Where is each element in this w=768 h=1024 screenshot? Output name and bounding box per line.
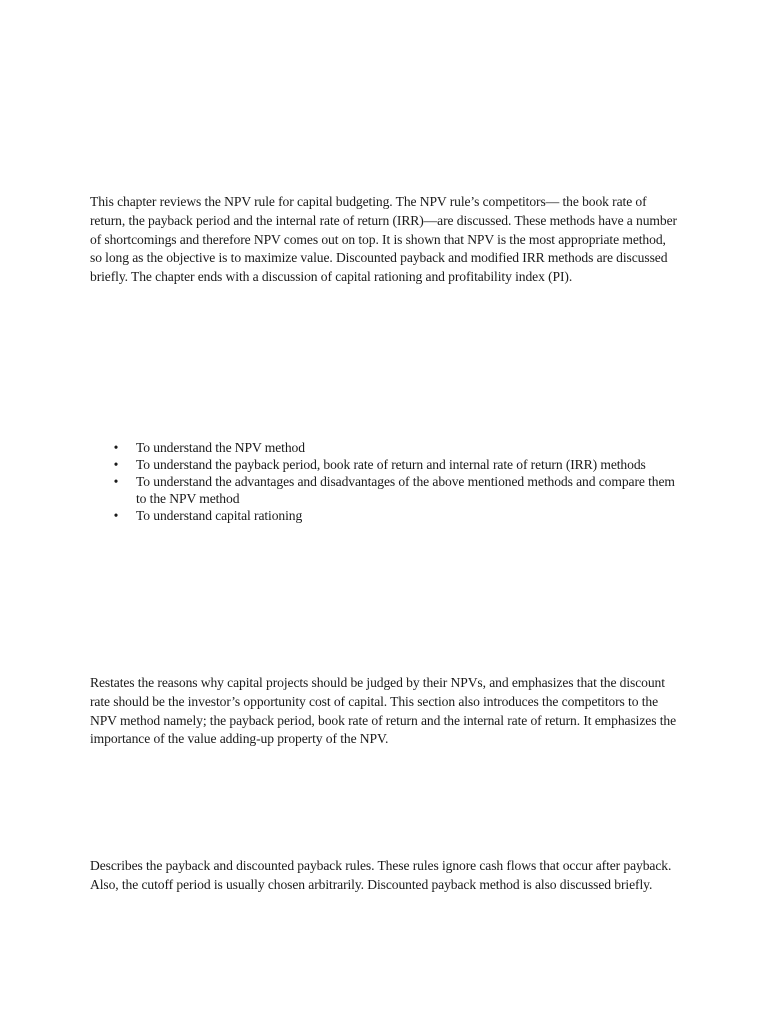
list-item-text: To understand the payback period, book rate of return and internal rate of return (IRR) methods (136, 457, 646, 472)
learning-objectives-list (90, 439, 680, 524)
section-summary-paragraph: Describes the payback and discounted payback rules. These rules ignore cash flows that occur after payback. Also, the cutoff period is usually chosen arbitrarily. Discounted payback method is also discussed briefly. (90, 858, 672, 892)
bullet-icon: • (113, 474, 119, 489)
list-item (90, 439, 680, 456)
list-item-text: To understand the NPV method (136, 440, 305, 455)
intro-paragraph: This chapter reviews the NPV rule for capital budgeting. The NPV rule’s competitors— the book rate of return, the payback period and the internal rate of return (IRR)—are discussed. These methods have a number of shortcomings and therefore NPV comes out on top. It is shown that NPV is the most appropriate method, so long as the objective is to maximize value. Discounted payback and modified IRR methods are discussed briefly. The chapter ends with a discussion of capital rationing and profitability index (PI). (90, 194, 677, 285)
bullet-icon: • (113, 508, 119, 523)
list-item-text: To understand the advantages and disadvantages of the above mentioned methods and compare them to the NPV method (136, 474, 675, 506)
list-item-text: To understand capital rationing (136, 508, 303, 523)
bullet-icon: • (113, 440, 119, 455)
bullet-icon: • (113, 457, 119, 472)
list-item (90, 456, 680, 473)
list-item (90, 473, 680, 507)
section-summary-paragraph: Restates the reasons why capital projects should be judged by their NPVs, and emphasizes that the discount rate should be the investor’s opportunity cost of capital. This section also introduces the competitors to the NPV method namely; the payback period, book rate of return and the internal rate of return. It emphasizes the importance of the value adding-up property of the NPV. (90, 675, 677, 747)
list-item (90, 507, 680, 524)
